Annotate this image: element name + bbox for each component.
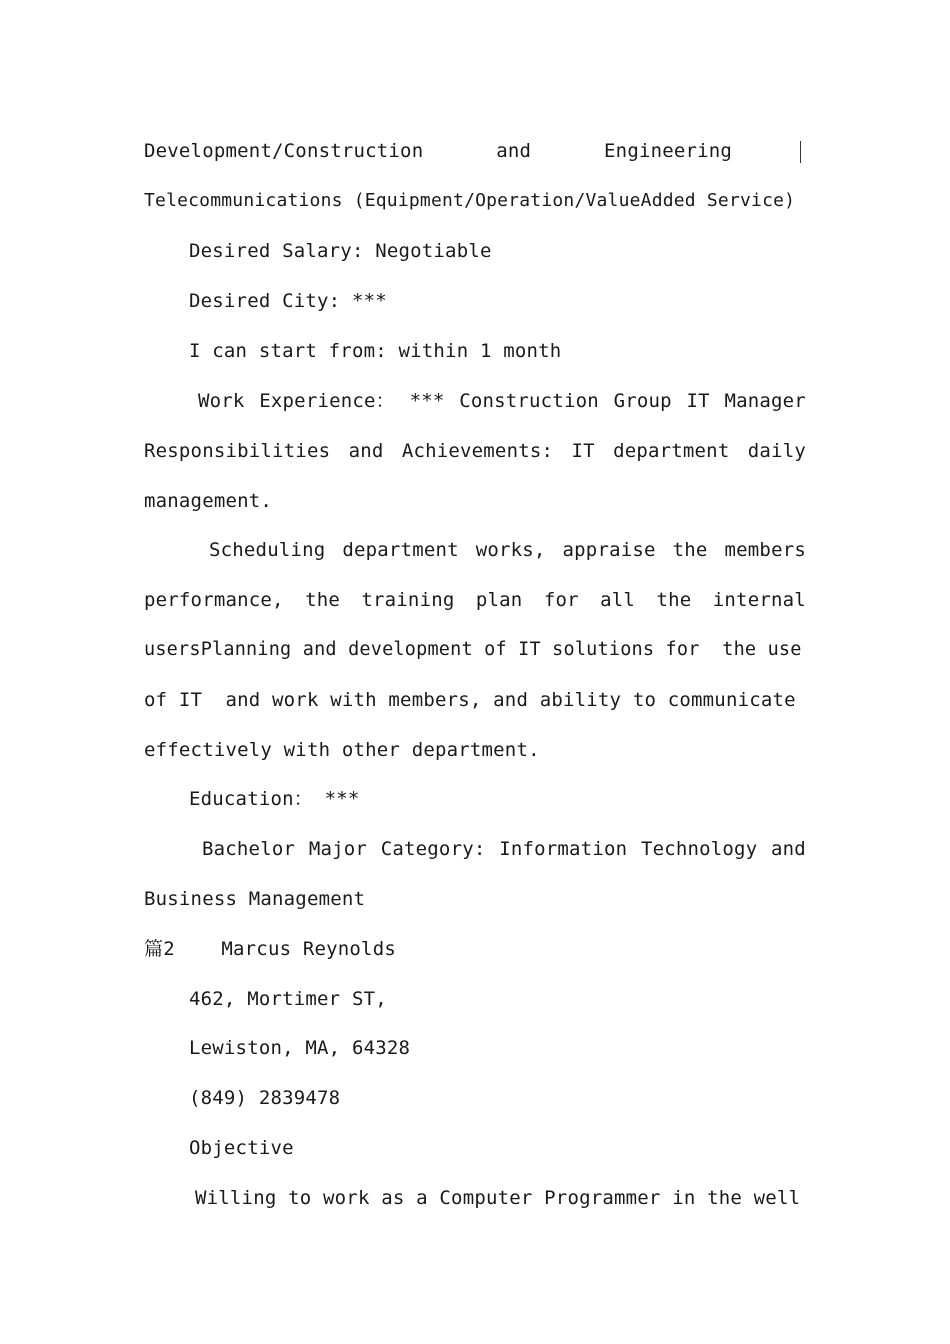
word: Information bbox=[499, 838, 628, 860]
word: internal bbox=[712, 589, 806, 611]
word: plan bbox=[475, 589, 523, 611]
word: Achievements: bbox=[401, 440, 554, 462]
text-line bbox=[209, 537, 806, 563]
text-line: Business Management bbox=[144, 888, 366, 910]
word: the bbox=[656, 589, 692, 611]
word: the bbox=[305, 589, 340, 611]
word: Group bbox=[613, 390, 672, 412]
word: performance, bbox=[144, 589, 284, 611]
word: Major bbox=[308, 838, 368, 860]
word: Manager bbox=[724, 390, 806, 412]
word: Responsibilities bbox=[144, 440, 331, 462]
word: Category: bbox=[380, 838, 486, 860]
word: appraise bbox=[562, 539, 656, 561]
work-experience-heading bbox=[198, 388, 806, 414]
word: training bbox=[361, 589, 455, 611]
word: department bbox=[342, 539, 459, 561]
word: daily bbox=[747, 440, 806, 462]
section-heading: 篇2 Marcus Reynolds bbox=[144, 938, 396, 960]
word: and bbox=[348, 440, 384, 462]
word: department bbox=[613, 440, 730, 462]
word: members bbox=[724, 539, 806, 561]
word: Construction bbox=[459, 390, 599, 412]
education-heading: Education： *** bbox=[189, 788, 360, 810]
word: IT bbox=[686, 390, 710, 412]
text-line: effectively with other department. bbox=[144, 739, 540, 761]
text-line: Telecommunications (Equipment/Operation/ValueAdded Service) bbox=[144, 190, 796, 211]
phone-number: (849) 2839478 bbox=[189, 1087, 341, 1109]
separator-bar bbox=[800, 141, 801, 163]
text-line: usersPlanning and development of IT solutions for the use bbox=[144, 639, 802, 660]
word: Scheduling bbox=[209, 539, 326, 561]
address-city: Lewiston, MA, 64328 bbox=[189, 1037, 411, 1059]
word: Development/Construction bbox=[144, 140, 424, 162]
text-line: Willing to work as a Computer Programmer in the well bbox=[195, 1187, 801, 1209]
text-line bbox=[202, 836, 806, 862]
word: and bbox=[771, 838, 806, 860]
word: IT bbox=[571, 440, 595, 462]
text-line bbox=[144, 138, 806, 164]
word: and bbox=[496, 140, 532, 162]
word: for bbox=[543, 589, 579, 611]
word: all bbox=[600, 589, 636, 611]
text-line bbox=[144, 438, 806, 464]
word: *** bbox=[409, 390, 445, 412]
objective-heading: Objective bbox=[189, 1137, 294, 1159]
word: Experience： bbox=[259, 390, 395, 412]
word: Work bbox=[198, 390, 245, 412]
text-line: of IT and work with members, and ability to communicate bbox=[144, 689, 796, 711]
desired-salary: Desired Salary: Negotiable bbox=[189, 240, 492, 262]
text-line: management. bbox=[144, 490, 273, 512]
word: Technology bbox=[640, 838, 758, 860]
text-line bbox=[144, 587, 806, 613]
word: works, bbox=[475, 539, 546, 561]
word: Bachelor bbox=[202, 838, 296, 860]
address-street: 462, Mortimer ST, bbox=[189, 988, 387, 1010]
word: Engineering bbox=[604, 140, 733, 162]
start-date: I can start from: within 1 month bbox=[189, 340, 562, 362]
word: the bbox=[672, 539, 708, 561]
desired-city: Desired City: *** bbox=[189, 290, 387, 312]
